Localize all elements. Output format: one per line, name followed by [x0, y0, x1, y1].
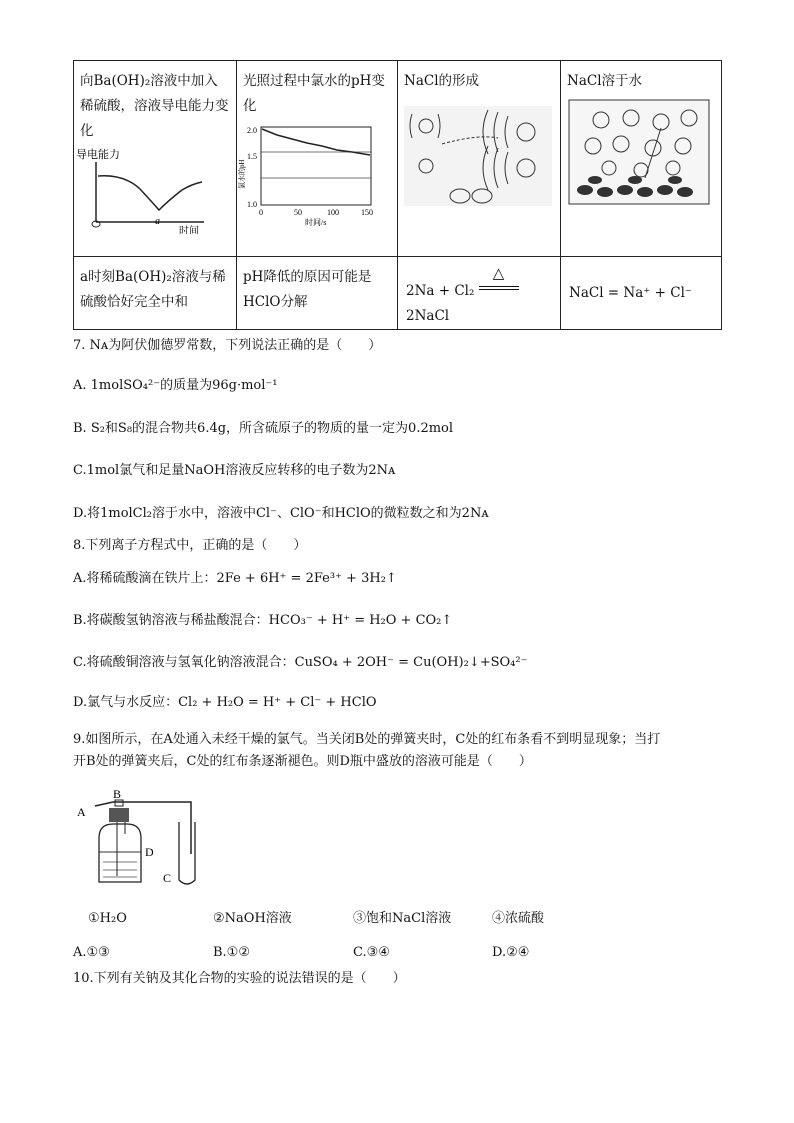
row2-c1-text: a时刻Ba(OH)₂溶液与稀硫酸恰好完全中和 [80, 269, 226, 310]
ph-curve [262, 129, 370, 155]
cell-nacl-dissolve [561, 61, 722, 257]
bottle-d [99, 824, 141, 882]
comparison-table [73, 60, 722, 330]
q9-stem-line2: 开B处的弹簧夹后，C处的红布条逐渐褪色。则D瓶中盛放的溶液可能是（ ） [73, 754, 532, 769]
cell-formation-equation [398, 257, 561, 330]
y-label: 导电能力 [76, 149, 120, 161]
x-tick: 150 [361, 208, 373, 217]
q8-stem: 8.下列离子方程式中，正确的是（ ） [73, 538, 307, 553]
q9-item-1: ①H₂O [88, 911, 127, 926]
heat-triangle-icon: △ [492, 264, 505, 282]
row2-c2-text: pH降低的原因可能是HClO分解 [243, 269, 372, 310]
nacl-dissolve-diagram [561, 98, 721, 218]
cell-dissolve-equation [561, 257, 722, 330]
ph-graph [237, 119, 397, 229]
q9-choice-d: D.②④ [492, 945, 530, 960]
cell2-text: 光照过程中氯水的pH变化 [243, 73, 385, 114]
nacl-formation-diagram [398, 104, 558, 224]
inlet-tube [95, 802, 173, 806]
q9-choice-a: A.①③ [73, 945, 110, 960]
x-label: 时间 [179, 226, 199, 234]
eq-lhs: 2Na + Cl₂ [406, 283, 475, 299]
y-tick: 1.5 [247, 152, 257, 161]
q7-option-c: C.1mol氯气和足量NaOH溶液反应转移的电子数为2Nᴀ [73, 463, 396, 478]
y-tick: 1.0 [247, 200, 257, 209]
x-tick: 100 [327, 208, 339, 217]
cell-ph-statement [237, 257, 398, 330]
y-tick: 2.0 [247, 126, 257, 135]
eq-bar-bottom [479, 289, 519, 290]
q7-stem: 7. Nᴀ为阿伏伽德罗常数，下列说法正确的是（ ） [73, 338, 382, 353]
q8-option-b: B.将碳酸氢钠溶液与稀盐酸混合：HCO₃⁻ + H⁺ = H₂O + CO₂↑ [73, 613, 453, 628]
cell-ph-change [237, 61, 398, 257]
conductivity-graph [74, 144, 234, 234]
q7-option-b: B. S₂和S₈的混合物共6.4g，所含硫原子的物质的量一定为0.2mol [73, 421, 454, 436]
q9-item-2: ②NaOH溶液 [213, 911, 292, 926]
q9-choice-c: C.③④ [353, 945, 390, 960]
liquid-hatch [103, 862, 137, 877]
cell3-text: NaCl的形成 [404, 73, 480, 89]
q9-item-4: ④浓硫酸 [492, 911, 545, 926]
label-d: D [145, 845, 154, 859]
diagram-bg [404, 106, 552, 206]
outlet-tube [173, 802, 191, 854]
x-tick: 0 [259, 208, 263, 217]
q9-item-3: ③饱和NaCl溶液 [353, 911, 452, 926]
q9-choice-b: B.①② [213, 945, 250, 960]
conductivity-curve [98, 176, 202, 210]
test-tube-c [179, 822, 195, 884]
label-b: B [113, 787, 122, 801]
point-a-label: a [155, 216, 160, 227]
apparatus-diagram [73, 782, 223, 890]
label-c: C [163, 871, 172, 885]
x-label: 时间/s [305, 218, 327, 227]
q9-stem-line1: 9.如图所示，在A处通入未经干燥的氯气。当关闭B处的弹簧夹时，C处的红布条看不到明显现象；当打 [73, 732, 661, 747]
label-a: A [77, 805, 86, 819]
q7-option-a: A. 1molSO₄²⁻的质量为96g·mol⁻¹ [73, 378, 278, 393]
q8-option-c: C.将硫酸铜溶液与氢氧化钠溶液混合：CuSO₄ + 2OH⁻ = Cu(OH)₂↓+SO₄²⁻ [73, 655, 528, 670]
ph-plot-frame [261, 127, 371, 205]
y-label: 氯水的pH [238, 159, 246, 189]
eq-bar-top [479, 286, 519, 287]
equation-2na-cl2 [398, 257, 560, 329]
cell4-text: NaCl溶于水 [567, 73, 643, 89]
q8-option-d: D.氯气与水反应：Cl₂ + H₂O = H⁺ + Cl⁻ + HClO [73, 695, 377, 710]
row2-c4-text: NaCl = Na⁺ + Cl⁻ [569, 285, 693, 301]
cell-conductivity-statement [74, 257, 237, 330]
eq-rhs: 2NaCl [406, 308, 450, 324]
q8-option-a: A.将稀硫酸滴在铁片上：2Fe + 6H⁺ = 2Fe³⁺ + 3H₂↑ [73, 571, 397, 586]
cell1-text: 向Ba(OH)₂溶液中加入稀硫酸，溶液导电能力变化 [80, 73, 229, 139]
cell-conductivity [74, 61, 237, 257]
q7-option-d: D.将1molCl₂溶于水中，溶液中Cl⁻、ClO⁻和HClO的微粒数之和为2Nᴀ [73, 506, 489, 521]
q10-stem: 10.下列有关钠及其化合物的实验的说法错误的是（ ） [73, 971, 406, 986]
cell-nacl-formation [398, 61, 561, 257]
x-tick: 50 [294, 208, 302, 217]
stopper [109, 808, 129, 822]
eq-condition [479, 264, 519, 295]
